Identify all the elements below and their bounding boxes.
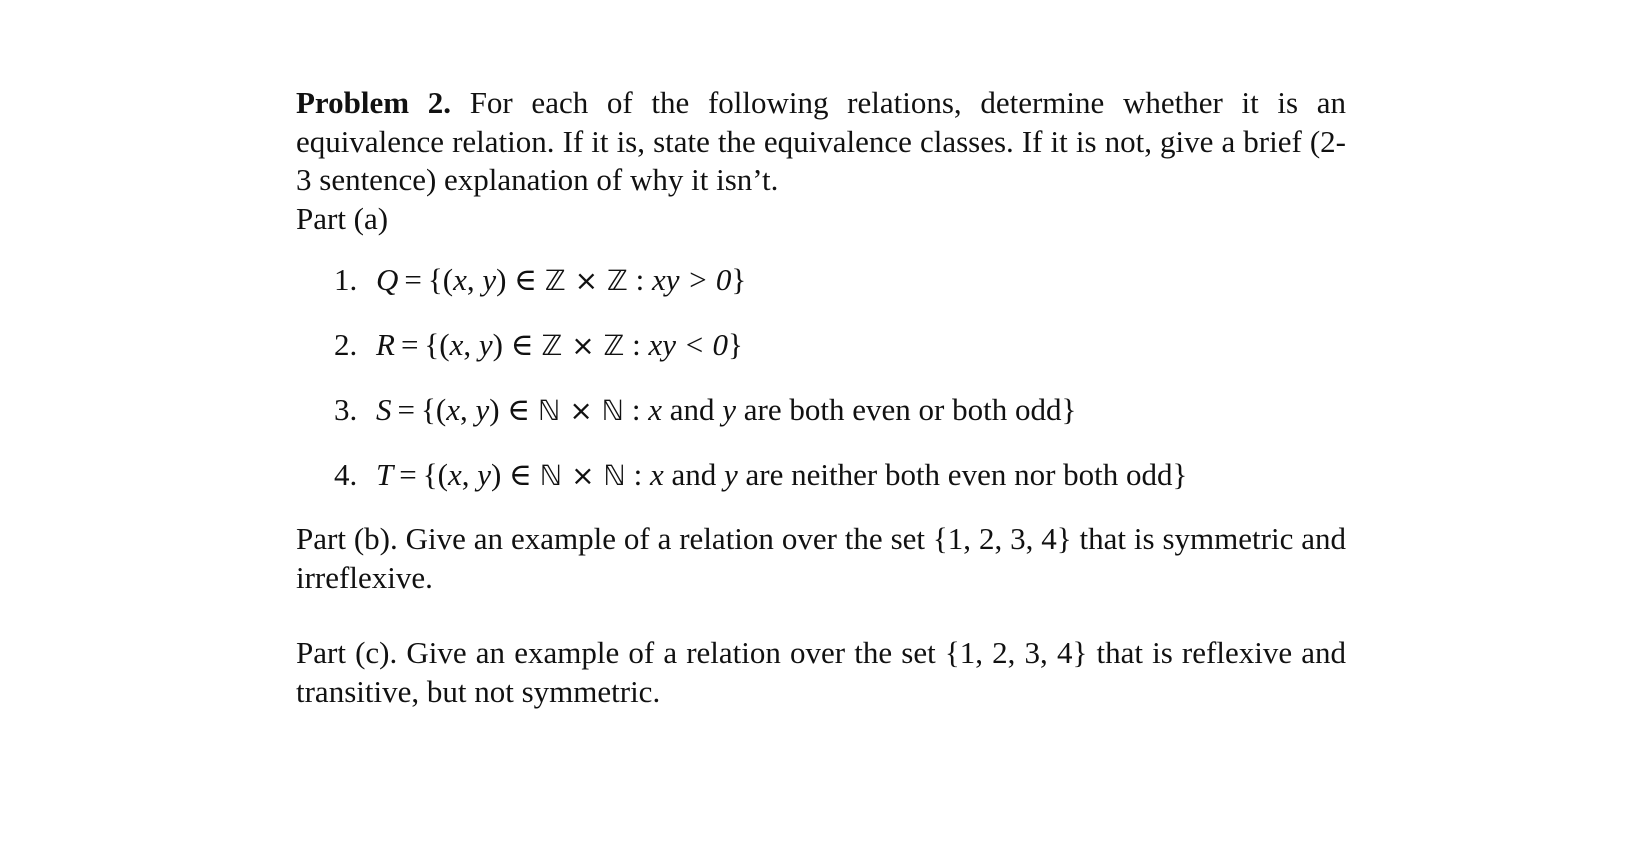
relation-name: R: [376, 327, 395, 362]
item-number: 3.: [334, 392, 358, 427]
part-a-heading: Part (a): [296, 200, 389, 236]
problem-intro-text: For each of the following relations, determine whether it is an equivalence relation. If it is, state the equivalence classes. If it is not, give a brief (2-3 sentence) explanation of why it isn’t.: [296, 85, 1346, 197]
condition-x: x: [648, 392, 662, 427]
relation-set: ℕ × ℕ: [539, 459, 626, 492]
relation-name: Q: [376, 262, 399, 297]
item-number: 4.: [334, 457, 358, 492]
condition-y: y: [722, 392, 737, 427]
relation-item-t: 4. T = {(x, y) ∈ ℕ × ℕ : x and y are neither both even nor both odd}: [296, 447, 1346, 512]
condition-x: x: [649, 457, 664, 492]
relation-item-s: 3. S = {(x, y) ∈ ℕ × ℕ : x and y are both even or both odd}: [296, 382, 1346, 447]
relation-name: S: [376, 392, 392, 427]
relation-item-r: 2. R = {(x, y) ∈ ℤ × ℤ : xy < 0}: [296, 317, 1346, 382]
relation-condition: xy < 0: [648, 327, 728, 362]
part-c-text: Part (c). Give an example of a relation over the set {1, 2, 3, 4} that is reflexive and transitive, but not symmetric.: [296, 635, 1346, 709]
condition-rest: are neither both even nor both odd: [737, 457, 1173, 492]
condition-rest: are both even or both odd: [736, 392, 1062, 427]
relation-set: ℕ × ℕ: [538, 394, 625, 427]
item-number: 2.: [334, 327, 358, 362]
item-number: 1.: [334, 262, 358, 297]
condition-mid: and: [662, 392, 723, 427]
part-b-text: Part (b). Give an example of a relation over the set {1, 2, 3, 4} that is symmetric and irreflexive.: [296, 521, 1346, 595]
relation-list: [296, 252, 1346, 512]
condition-mid: and: [663, 457, 725, 492]
problem-label: Problem 2.: [296, 85, 451, 120]
problem-intro: [296, 84, 1346, 200]
relation-name: T: [376, 457, 394, 492]
relation-set: ℤ × ℤ: [541, 329, 625, 362]
relation-item-q: 1. Q = {(x, y) ∈ ℤ × ℤ : xy > 0}: [296, 252, 1346, 317]
condition-y: y: [724, 457, 738, 492]
problem-document: [296, 84, 1346, 711]
relation-set: ℤ × ℤ: [544, 264, 628, 297]
relation-condition: xy > 0: [651, 262, 732, 297]
